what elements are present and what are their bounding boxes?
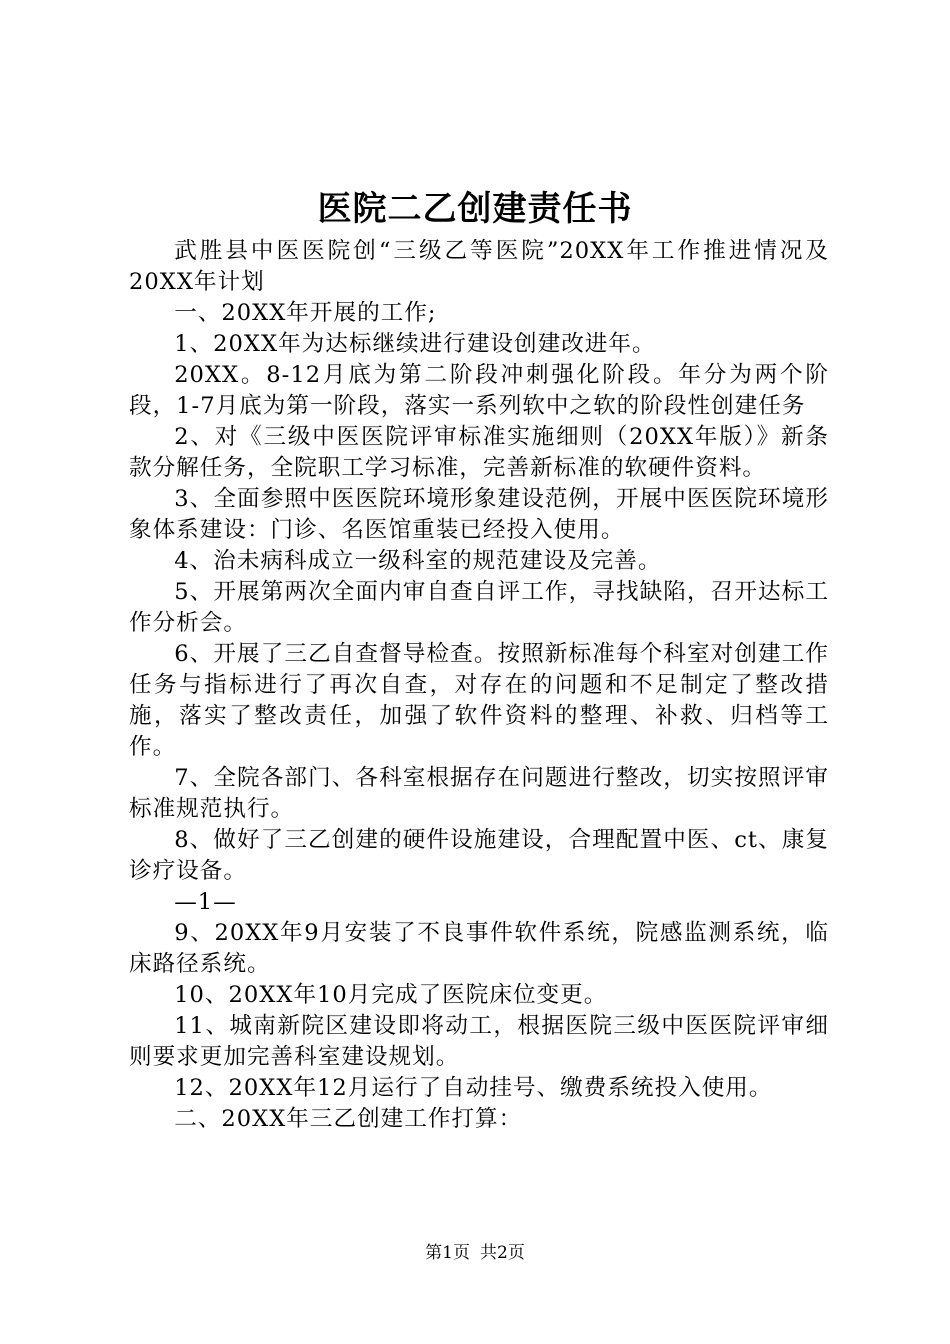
paragraph-item-2: 2、对《三级中医医院评审标准实施细则（20XX年版）》新条款分解任务，全院职工学习标准，完善新标准的软硬件资料。	[129, 424, 829, 481]
paragraph-item-9: 9、20XX年9月安装了不良事件软件系统，院感监测系统，临床路径系统。	[129, 920, 829, 977]
paragraph-item-12: 12、20XX年12月运行了自动挂号、缴费系统投入使用。	[174, 1075, 773, 1101]
paragraph-item-10: 10、20XX年10月完成了医院床位变更。	[174, 982, 608, 1008]
page-total: 共2页	[480, 1243, 525, 1263]
paragraph-item-5: 5、开展第两次全面内审自查自评工作，寻找缺陷，召开达标工作分析会。	[129, 579, 829, 636]
paragraph-item-4: 4、治未病科成立一级科室的规范建设及完善。	[174, 548, 662, 574]
paragraph-item-8: 8、做好了三乙创建的硬件设施建设，合理配置中医、ct、康复诊疗设备。	[129, 827, 829, 884]
paragraph-item-6: 6、开展了三乙自查督导检查。按照新标准每个科室对创建工作任务与指标进行了再次自查，对存在的问题和不足制定了整改措施，落实了整改责任，加强了软件资料的整理、补救、归档等工作。	[129, 641, 829, 760]
document-title: 医院二乙创建责任书	[317, 189, 633, 229]
paragraph-item-7: 7、全院各部门、各科室根据存在问题进行整改，切实按照评审标准规范执行。	[129, 765, 829, 822]
paragraph-item-1: 1、20XX年为达标继续进行建设创建改进年。	[174, 331, 656, 357]
inline-page-marker: —1—	[174, 889, 237, 915]
page-number: 第1页	[425, 1243, 470, 1263]
paragraph-item-11: 11、城南新院区建设即将动工，根据医院三级中医医院评审细则要求更加完善科室建设规划。	[129, 1013, 829, 1070]
paragraph-section-1-heading: 一、20XX年开展的工作;	[174, 300, 437, 326]
paragraph-intro: 武胜县中医医院创“三级乙等医院”20XX年工作推进情况及20XX年计划	[129, 238, 829, 295]
page-footer	[0, 1241, 950, 1265]
document-body	[129, 236, 829, 1135]
paragraph-stage-description: 20XX。8-12月底为第二阶段冲刺强化阶段。年分为两个阶段，1-7月底为第一阶段，落实一系列软中之软的阶段性创建任务	[129, 362, 829, 419]
paragraph-item-3: 3、全面参照中医医院环境形象建设范例，开展中医医院环境形象体系建设：门诊、名医馆重装已经投入使用。	[129, 486, 829, 543]
paragraph-section-2-heading: 二、20XX年三乙创建工作打算：	[174, 1106, 523, 1132]
